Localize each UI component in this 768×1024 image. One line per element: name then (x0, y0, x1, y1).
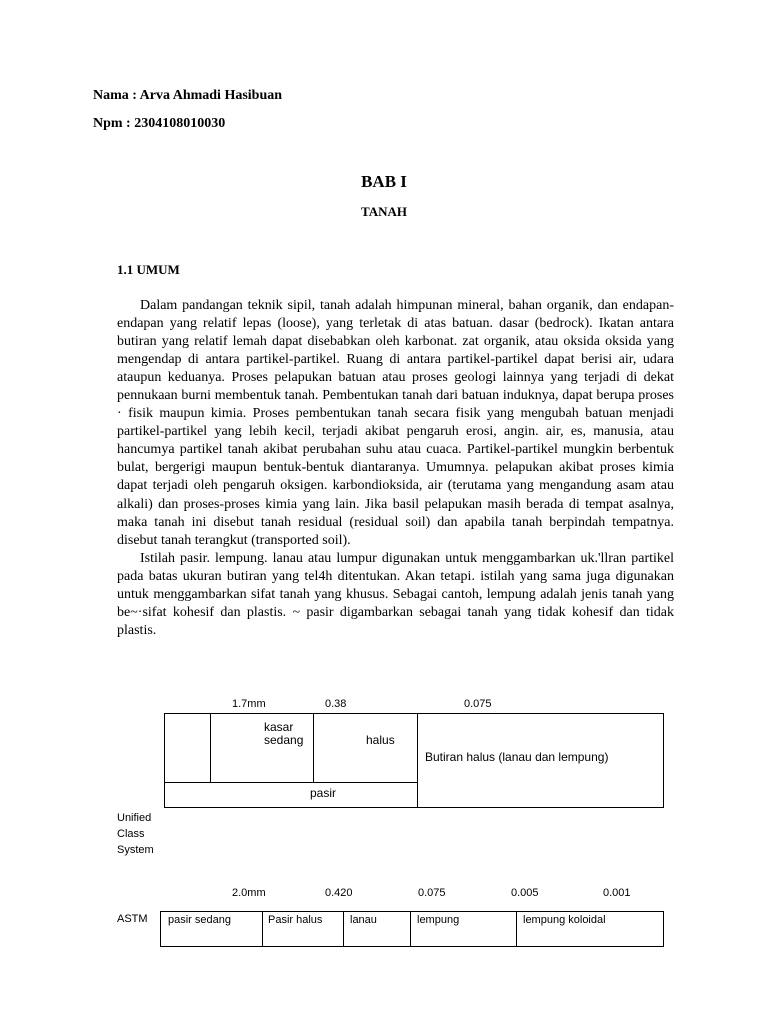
unified-system-label (117, 810, 154, 858)
divider (313, 713, 314, 783)
astm-label: ASTM (117, 913, 148, 925)
divider (410, 911, 411, 947)
sedang-label: sedang (264, 733, 304, 747)
divider (417, 713, 418, 808)
butiran-halus-label: Butiran halus (lanau dan lempung) (425, 750, 609, 764)
astm-cell: Pasir halus (268, 914, 323, 926)
label-line: Unified (117, 812, 152, 824)
halus-label: halus (366, 733, 395, 747)
chapter-number: BAB I (361, 172, 407, 191)
student-npm: Npm : 2304108010030 (93, 116, 226, 131)
chapter-title: TANAH (361, 204, 407, 219)
paragraph: Istilah pasir. lempung. lanau atau lumpur digunakan untuk menggambarkan uk.'llran partikel pada batas ukuran butiran yang tel4h ditentukan. Akan tetapi. istilah yang sama juga digunakan untuk menggambarkan sifat tanah yang khusus. Sebagai cantoh, lempung adalah jenis tanah yang be~·sifat kohesif dan plastis. ~ pasir digambarkan sebagai tanah yang tidak kohesif dan tidak plastis. (117, 550, 674, 638)
astm-cell: lanau (350, 914, 377, 926)
label-line: Class (117, 828, 145, 840)
divider (516, 911, 517, 947)
astm-tick-label: 0.075 (418, 887, 446, 899)
astm-cell: lempung koloidal (523, 914, 606, 926)
unified-tick-label: 0.075 (464, 698, 492, 710)
divider (262, 911, 263, 947)
pasir-label: pasir (310, 786, 337, 800)
astm-cell: lempung (417, 914, 460, 926)
kasar-label: kasar (264, 720, 294, 734)
body-text (117, 297, 674, 640)
paragraph: Dalam pandangan teknik sipil, tanah adalah himpunan mineral, bahan organik, dan endapan-endapan yang relatif lepas (loose), yang terletak di atas batuan. dasar (bedrock). Ikatan antara butiran yang relatif lemah dapat disebabkan oleh karbonat. zat organik, atau oksida oksida yang mengendap di antara partikel-partikel. Ruang di antara partikel-partikel dapat berisi air, udara ataupun keduanya. Proses pelapukan batuan atau proses geologi lainnya yang terjadi di dekat pennukaan burni membentuk tanah. Pembentukan tanah dari batuan induknya, dapat berupa proses · fisik maupun kimia. Proses pembentukan tanah secara fisik yang mengubah batuan menjadi partikel-partikel yang lebih kecil, terjadi akibat pengaruh erosi, angin. air, es, manusia, atau hancumya partikel tanah akibat perubahan suhu atau cuaca. Partikel-partikel mungkin berbentuk bulat, bergerigi maupun bentuk-bentuk diantaranya. Umumnya. pelapukan akibat proses kimia dapat terjadi oleh pengaruh oksigen. karbondioksida, air (terutama yang mengandung asam atau alkali) dan proses-proses kimia yang lain. Jika basil pelapukan masih berada di tempat asalnya, maka tanah ini disebut tanah residual (residual soil) dan apabila tanah berpindah tempatnya. disebut tanah terangkut (transported soil). (117, 298, 674, 548)
label-line: System (117, 844, 154, 856)
astm-tick-label: 0.005 (511, 887, 539, 899)
divider (343, 911, 344, 947)
student-name: Nama : Arva Ahmadi Hasibuan (93, 88, 283, 103)
astm-cell: pasir sedang (168, 914, 231, 926)
divider (164, 782, 418, 783)
divider (210, 713, 211, 783)
astm-tick-label: 0.001 (603, 887, 631, 899)
section-heading: 1.1 UMUM (117, 262, 180, 277)
astm-tick-label: 2.0mm (232, 887, 266, 899)
astm-tick-label: 0.420 (325, 887, 353, 899)
unified-tick-label: 0.38 (325, 698, 347, 710)
unified-tick-label: 1.7mm (232, 698, 266, 710)
